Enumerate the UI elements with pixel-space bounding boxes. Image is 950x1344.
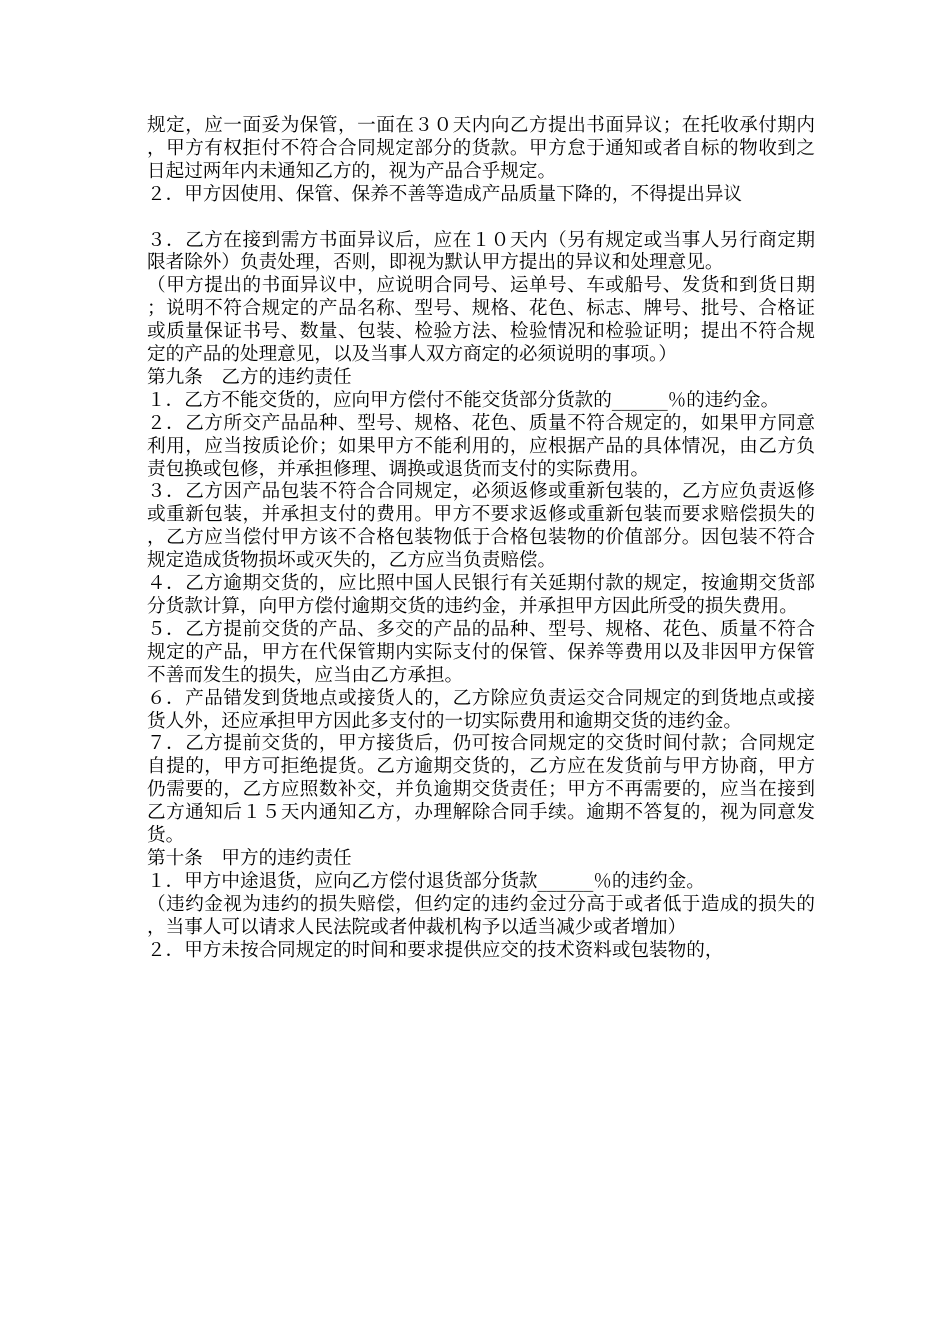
blank-line <box>147 207 815 230</box>
paragraph-article-9-item-7: ７．乙方提前交货的，甲方接货后，仍可按合同规定的交货时间付款；合同规定自提的，甲方可拒绝提货。乙方逾期交货的，乙方应在发货前与甲方协商，甲方仍需要的，乙方应照数补交，并负逾期交货责任；甲方不再需要的，应当在接到乙方通知后１５天内通知乙方，办理解除合同手续。逾期不答复的，视为同意发货。 <box>147 733 815 847</box>
paragraph-article-9-item-4: ４．乙方逾期交货的，应比照中国人民银行有关延期付款的规定，按逾期交货部分货款计算，向甲方偿付逾期交货的违约金，并承担甲方因此所受的损失费用。 <box>147 573 815 618</box>
paragraph-clause-8-item-3: ３．乙方在接到需方书面异议后，应在１０天内（另有规定或当事人另行商定期限者除外）负责处理，否则，即视为默认甲方提出的异议和处理意见。 <box>147 229 815 274</box>
paragraph-inspection-objection-period: 规定，应一面妥为保管，一面在３０天内向乙方提出书面异议；在托收承付期内，甲方有权拒付不符合合同规定部分的货款。甲方怠于通知或者自标的物收到之日起过两年内未通知乙方的，视为产品合乎规定。 <box>147 115 815 182</box>
paragraph-article-9-item-3: ３．乙方因产品包装不符合合同规定，必须返修或重新包装的，乙方应负责返修或重新包装，并承担支付的费用。甲方不要求返修或重新包装而要求赔偿损失的，乙方应当偿付甲方该不合格包装物低于合格包装物的价值部分。因包装不符合规定造成货物损坏或灭失的，乙方应当负责赔偿。 <box>147 481 815 572</box>
section-heading-article-9: 第九条 乙方的违约责任 <box>147 366 352 388</box>
document-page <box>147 115 815 963</box>
paragraph-article-9-item-2: ２．乙方所交产品品种、型号、规格、花色、质量不符合规定的，如果甲方同意利用，应当按质论价；如果甲方不能利用的，应根据产品的具体情况，由乙方负责包换或包修，并承担修理、调换或退货而支付的实际费用。 <box>147 412 815 480</box>
paragraph-article-9-item-1: １．乙方不能交货的，应向甲方偿付不能交货部分货款的______％的违约金。 <box>147 389 780 411</box>
section-heading-article-10: 第十条 甲方的违约责任 <box>147 847 352 869</box>
paragraph-article-10-item-2: ２．甲方未按合同规定的时间和要求提供应交的技术资料或包装物的， <box>147 939 724 961</box>
paragraph-article-9-item-6: ６．产品错发到货地点或接货人的，乙方除应负责运交合同规定的到货地点或接货人外，还应承担甲方因此多支付的一切实际费用和逾期交货的违约金。 <box>147 687 815 732</box>
paragraph-clause-8-item-2: ２．甲方因使用、保管、保养不善等造成产品质量下降的，不得提出异议 <box>147 183 743 205</box>
paragraph-objection-note: （甲方提出的书面异议中，应说明合同号、运单号、车或船号、发货和到货日期；说明不符合规定的产品名称、型号、规格、花色、标志、牌号、批号、合格证或质量保证书号、数量、包装、检验方法、检验情况和检验证明；提出不符合规定的产品的处理意见，以及当事人双方商定的必须说明的事项。） <box>147 275 815 366</box>
paragraph-article-10-item-1: １．甲方中途退货，应向乙方偿付退货部分货款______％的违约金。 <box>147 870 705 892</box>
paragraph-penalty-note: （违约金视为违约的损失赔偿，但约定的违约金过分高于或者低于造成的损失的，当事人可以请求人民法院或者仲裁机构予以适当减少或者增加） <box>147 893 815 938</box>
paragraph-article-9-item-5: ５．乙方提前交货的产品、多交的产品的品种、型号、规格、花色、质量不符合规定的产品，甲方在代保管期内实际支付的保管、保养等费用以及非因甲方保管不善而发生的损失，应当由乙方承担。 <box>147 618 815 686</box>
